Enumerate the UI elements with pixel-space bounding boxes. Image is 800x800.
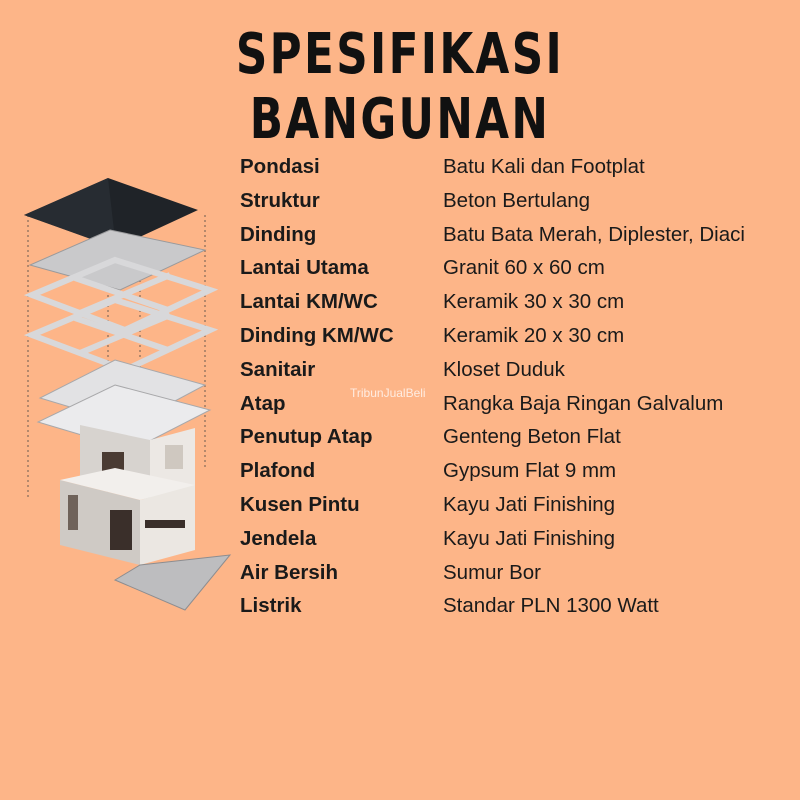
spec-row — [240, 589, 790, 623]
spec-key: Kusen Pintu — [240, 492, 360, 516]
exploded-building-illustration — [20, 170, 240, 620]
spec-value: Keramik 30 x 30 cm — [443, 290, 625, 314]
spec-table — [240, 150, 790, 623]
spec-row — [240, 556, 790, 590]
spec-row — [240, 150, 790, 184]
spec-value: Batu Bata Merah, Diplester, Diaci — [443, 222, 745, 246]
spec-row — [240, 285, 790, 319]
truss-frame-lower — [32, 300, 210, 370]
spec-row — [240, 522, 790, 556]
spec-value: Sumur Bor — [443, 560, 541, 584]
spec-key: Struktur — [240, 188, 320, 212]
ground-floor-block — [60, 468, 195, 565]
spec-value: Genteng Beton Flat — [443, 425, 621, 449]
spec-row — [240, 488, 790, 522]
page-title: SPESIFIKASI BANGUNAN — [235, 22, 565, 152]
spec-value: Granit 60 x 60 cm — [443, 256, 605, 280]
spec-value: Gypsum Flat 9 mm — [443, 459, 617, 483]
spec-key: Listrik — [240, 594, 302, 618]
spec-value: Kayu Jati Finishing — [443, 492, 616, 516]
spec-value: Kayu Jati Finishing — [443, 526, 616, 550]
spec-row — [240, 184, 790, 218]
spec-row — [240, 353, 790, 387]
spec-row — [240, 319, 790, 353]
spec-row — [240, 218, 790, 252]
spec-key: Jendela — [240, 526, 317, 550]
spec-key: Lantai Utama — [240, 256, 369, 280]
spec-value: Beton Bertulang — [443, 188, 591, 212]
spec-row — [240, 454, 790, 488]
spec-key: Dinding — [240, 222, 317, 246]
spec-row — [240, 251, 790, 285]
spec-value: Keramik 20 x 30 cm — [443, 323, 625, 347]
spec-value: Batu Kali dan Footplat — [443, 155, 645, 178]
spec-key: Pondasi — [240, 155, 320, 178]
spec-key: Penutup Atap — [240, 425, 373, 449]
spec-key: Air Bersih — [240, 560, 338, 584]
spec-value: Kloset Duduk — [443, 357, 565, 381]
spec-key: Atap — [240, 391, 286, 415]
spec-row — [240, 387, 790, 421]
spec-key: Sanitair — [240, 357, 316, 381]
spec-key: Dinding KM/WC — [240, 323, 394, 347]
spec-key: Plafond — [240, 459, 316, 483]
ground-pad — [115, 555, 230, 610]
spec-key: Lantai KM/WC — [240, 290, 378, 314]
spec-row — [240, 420, 790, 454]
spec-value: Rangka Baja Ringan Galvalum — [443, 391, 724, 415]
spec-value: Standar PLN 1300 Watt — [443, 594, 659, 618]
watermark-text: TribunJualBeli — [350, 386, 426, 400]
